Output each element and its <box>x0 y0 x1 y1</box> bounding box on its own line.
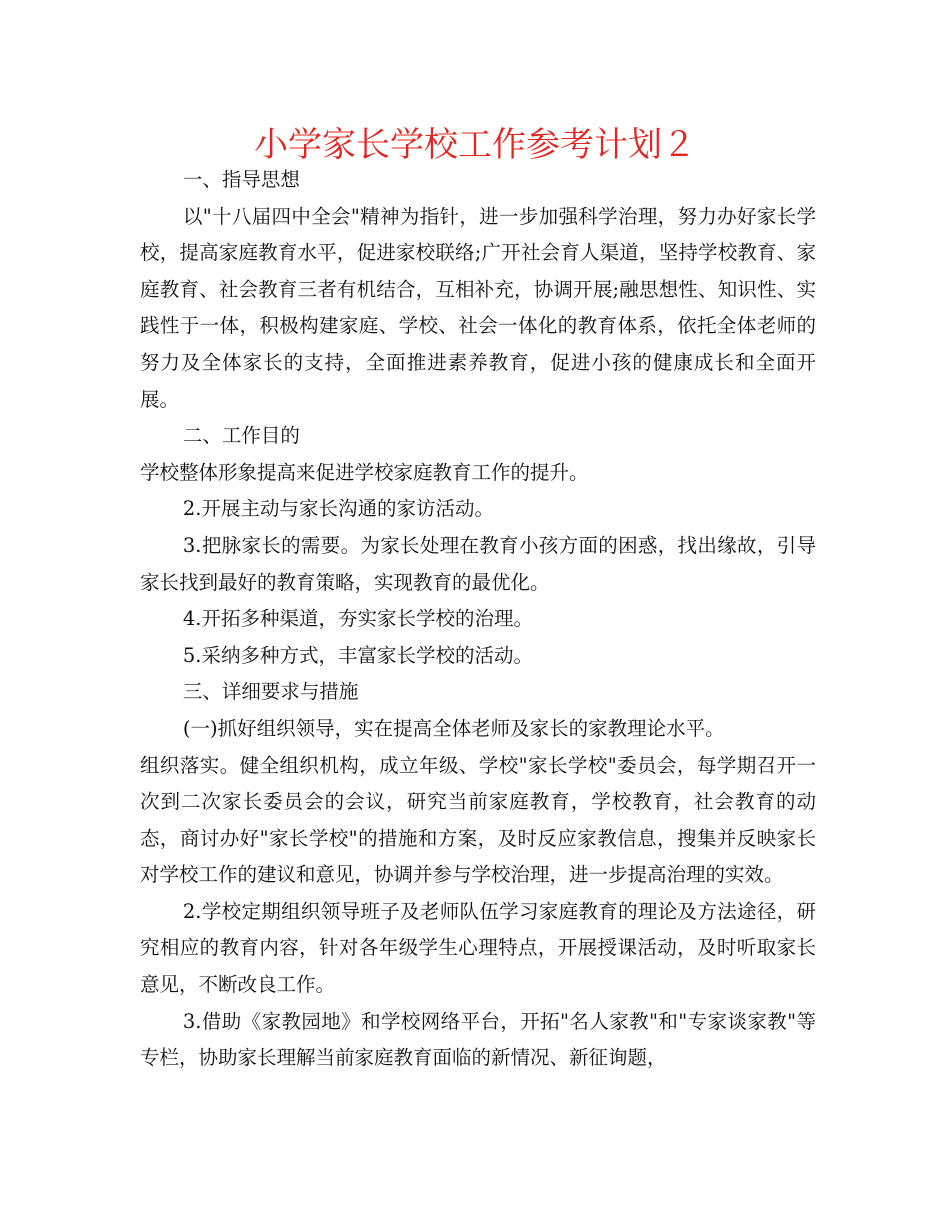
paragraph: 4.开拓多种渠道，夯实家长学校的治理。 <box>182 607 533 631</box>
paragraph: 一、指导思想 <box>182 168 300 191</box>
document-body <box>140 162 816 1077</box>
paragraph: (一)抓好组织领导，实在提高全体老师及家长的家教理论水平。 <box>182 716 725 740</box>
paragraph: 2.开展主动与家长沟通的家访活动。 <box>182 497 494 521</box>
paragraph: 2.学校定期组织领导班子及老师队伍学习家庭教育的理论及方法途径，研究相应的教育内容，针对各年级学生心理特点，开展授课活动，及时听取家长意见，不断改良工作。 <box>140 899 816 997</box>
paragraph: 以"十八届四中全会"精神为指针，进一步加强科学治理，努力办好家长学校，提高家庭教育水平，促进家校联络;广开社会育人渠道，坚持学校教育、家庭教育、社会教育三者有机结合，互相补充，协调开展;融思想性、知识性、实践性于一体，积极构建家庭、学校、社会一体化的教育体系，依托全体老师的努力及全体家长的支持，全面推进素养教育，促进小孩的健康成长和全面开展。 <box>140 204 816 411</box>
paragraph: 学校整体形象提高来促进学校家庭教育工作的提升。 <box>140 460 589 484</box>
document-title: 小学家长学校工作参考计划２ <box>254 125 696 165</box>
paragraph: 三、详细要求与措施 <box>182 680 359 704</box>
paragraph: 3.把脉家长的需要。为家长处理在教育小孩方面的困惑，找出缘故，引导家长找到最好的教育策略，实现教育的最优化。 <box>140 533 816 594</box>
paragraph: 二、工作目的 <box>182 424 300 448</box>
paragraph: 3.借助《家教园地》和学校网络平台，开拓"名人家教"和"专家谈家教"等专栏，协助家长理解当前家庭教育面临的新情况、新征询题， <box>140 1009 816 1070</box>
paragraph: 组织落实。健全组织机构，成立年级、学校"家长学校"委员会，每学期召开一次到二次家长委员会的会议，研究当前家庭教育，学校教育，社会教育的动态，商讨办好"家长学校"的措施和方案，及时反应家教信息，搜集并反映家长对学校工作的建议和意见，协调并参与学校治理，进一步提高治理的实效。 <box>140 753 816 887</box>
paragraph: 5.采纳多种方式，丰富家长学校的活动。 <box>182 643 533 667</box>
